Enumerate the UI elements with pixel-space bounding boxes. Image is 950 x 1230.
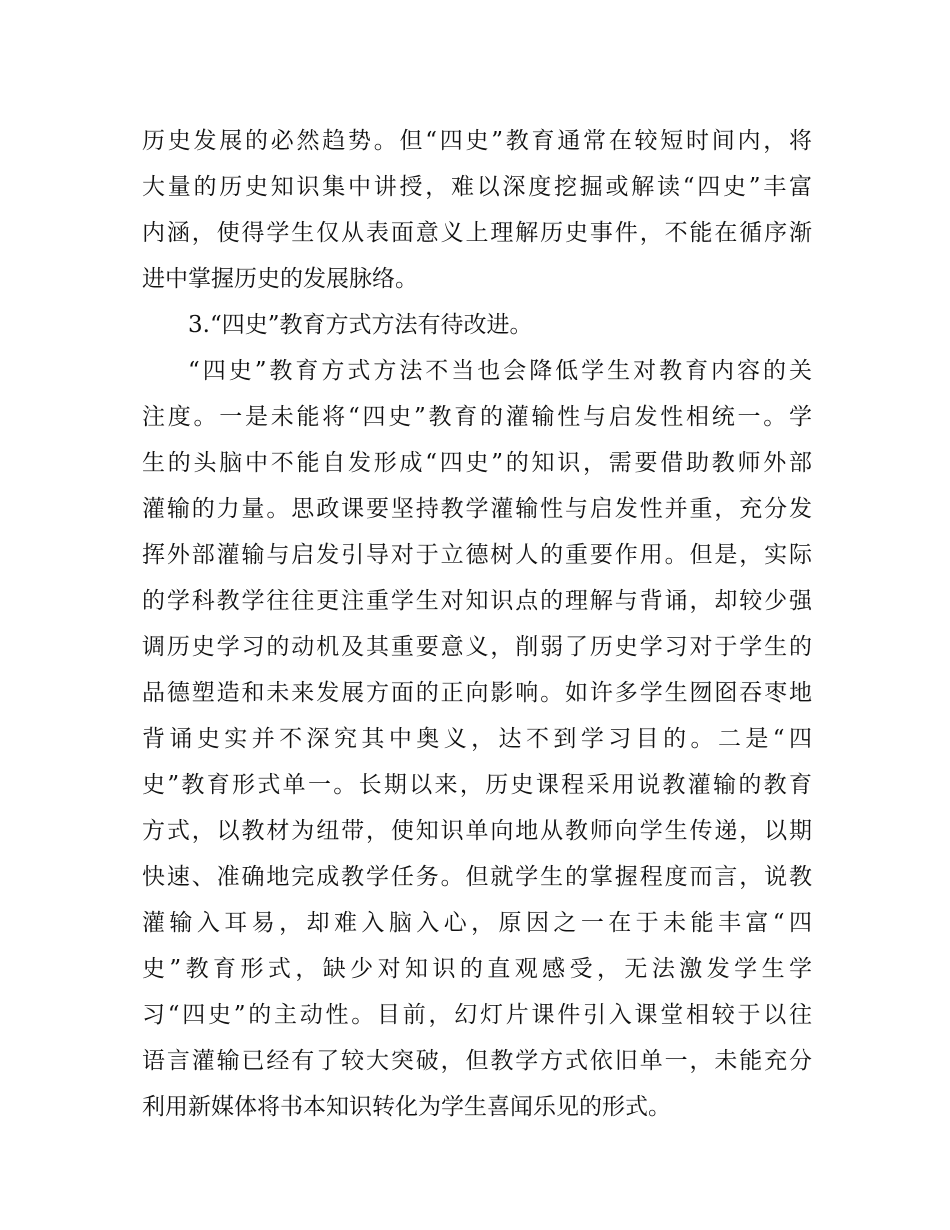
paragraph-1-line: 进中掌握历史的发展脉络。 — [142, 266, 418, 292]
paragraph-2-line: 背诵史实并不深究其中奥义，达不到学习目的。二是“四 — [142, 726, 812, 752]
paragraph-2-line: “四史”教育方式方法不当也会降低学生对教育内容的关 — [188, 358, 812, 384]
paragraph-2-line: 调历史学习的动机及其重要意义，削弱了历史学习对于学生的 — [142, 634, 812, 660]
paragraph-1-line: 历史发展的必然趋势。但“四史”教育通常在较短时间内，将 — [142, 128, 812, 154]
paragraph-1 — [142, 118, 812, 302]
paragraph-2-line: 利用新媒体将书本知识转化为学生喜闻乐见的形式。 — [142, 1094, 671, 1120]
paragraph-2-line: 快速、准确地完成教学任务。但就学生的掌握程度而言，说教 — [142, 864, 812, 890]
paragraph-2-line: 灌输的力量。思政课要坚持教学灌输性与启发性并重，充分发 — [142, 496, 812, 522]
paragraph-2-line: 语言灌输已经有了较大突破，但教学方式依旧单一，未能充分 — [142, 1048, 812, 1074]
paragraph-2-line: 生的头脑中不能自发形成“四史”的知识，需要借助教师外部 — [142, 450, 812, 476]
paragraph-2-line: 品德塑造和未来发展方面的正向影响。如许多学生囫囵吞枣地 — [142, 680, 812, 706]
paragraph-2-line: 习“四史”的主动性。目前，幻灯片课件引入课堂相较于以往 — [142, 1002, 812, 1028]
paragraph-2 — [142, 348, 812, 1130]
paragraph-2-line: 的学科教学往往更注重学生对知识点的理解与背诵，却较少强 — [142, 588, 812, 614]
paragraph-2-line: 史”教育形式单一。长期以来，历史课程采用说教灌输的教育 — [142, 772, 812, 798]
paragraph-2-line: 方式，以教材为纽带，使知识单向地从教师向学生传递，以期 — [142, 818, 812, 844]
paragraph-2-line: 注度。一是未能将“四史”教育的灌输性与启发性相统一。学 — [142, 404, 812, 430]
section-heading: 3.“四史”教育方式方法有待改进。 — [188, 312, 533, 338]
paragraph-2-line: 挥外部灌输与启发引导对于立德树人的重要作用。但是，实际 — [142, 542, 812, 568]
paragraph-2-line: 灌输入耳易，却难入脑入心，原因之一在于未能丰富“四 — [142, 910, 812, 936]
paragraph-1-line: 内涵，使得学生仅从表面意义上理解历史事件，不能在循序渐 — [142, 220, 812, 246]
paragraph-1-line: 大量的历史知识集中讲授，难以深度挖掘或解读“四史”丰富 — [142, 174, 812, 200]
paragraph-2-line: 史”教育形式，缺少对知识的直观感受，无法激发学生学 — [142, 956, 812, 982]
document-body — [142, 118, 812, 1130]
